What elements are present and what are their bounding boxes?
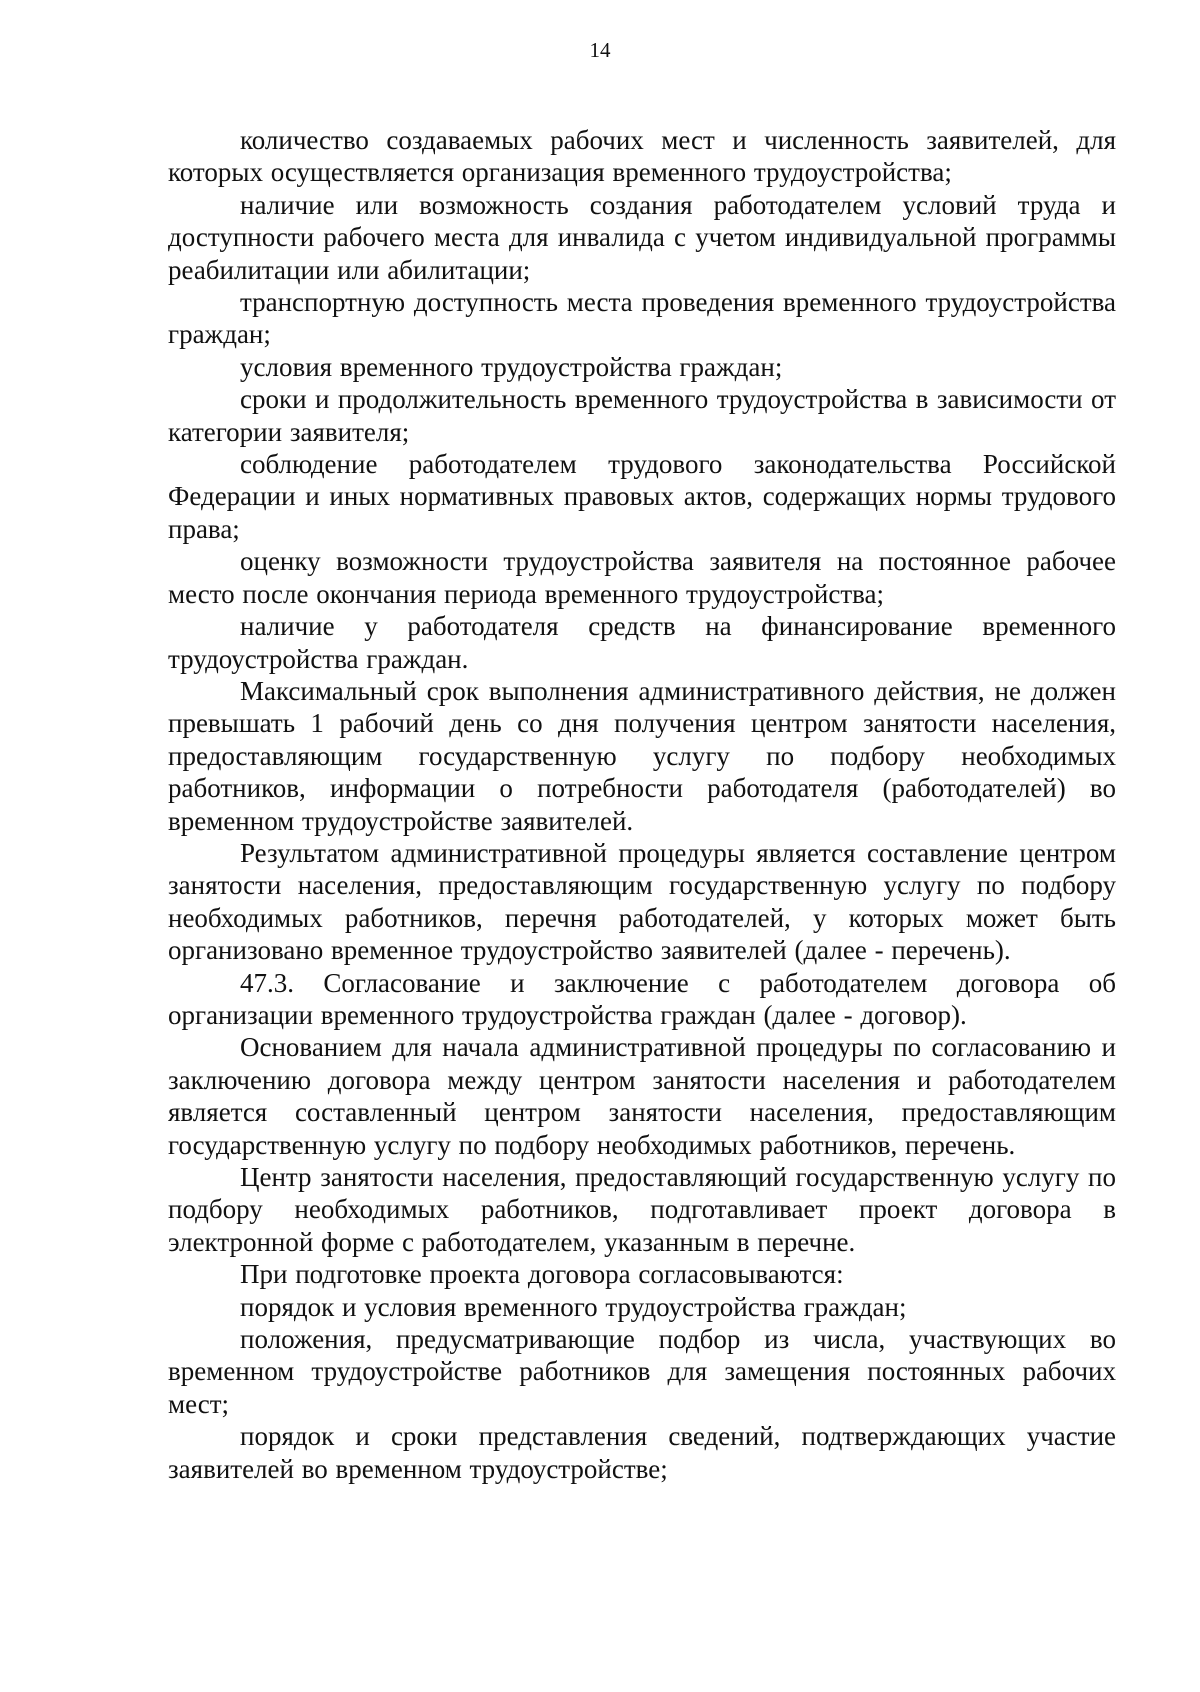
paragraph-terms-duration: сроки и продолжительность временного трудоустройства в зависимости от категории заявителя; xyxy=(168,384,1116,447)
paragraph-selection-provisions: положения, предусматривающие подбор из числа, участвующих во временном трудоустройстве работников для замещения постоянных рабочих мест; xyxy=(168,1324,1116,1419)
paragraph-disabled-conditions: наличие или возможность создания работодателем условий труда и доступности рабочего места для инвалида с учетом индивидуальной программы реабилитации или абилитации; xyxy=(168,189,1116,285)
paragraph-workplaces-count: количество создаваемых рабочих мест и численность заявителей, для которых осуществляется организация временного трудоустройства; xyxy=(168,125,1116,188)
paragraph-transport-accessibility: транспортную доступность места проведения временного трудоустройства граждан; xyxy=(168,287,1116,350)
paragraph-funding: наличие у работодателя средств на финансирование временного трудоустройства граждан. xyxy=(168,611,1116,674)
paragraph-procedure-result: Результатом административной процедуры является составление центром занятости населения, предоставляющим государственную услугу по подбору необходимых работников, перечня работодателей, у которых может быть организовано временное трудоустройство заявителей (далее - перечень). xyxy=(168,837,1116,966)
paragraph-agreed-items-intro: При подготовке проекта договора согласовываются: xyxy=(240,1259,844,1290)
document-body xyxy=(168,124,1116,1485)
paragraph-reporting-terms: порядок и сроки представления сведений, подтверждающих участие заявителей во временном трудоустройстве; xyxy=(168,1421,1116,1484)
paragraph-max-term: Максимальный срок выполнения административного действия, не должен превышать 1 рабочий день со дня получения центром занятости населения, предоставляющим государственную услугу по подбору необходимых работников, информации о потребности работодателя (работодателей) во временном трудоустройстве заявителей. xyxy=(168,675,1116,836)
paragraph-procedure-basis: Основанием для начала административной процедуры по согласованию и заключению договора между центром занятости населения и работодателем является составленный центром занятости населения, предоставляющим государственную услугу по подбору необходимых работников, перечень. xyxy=(168,1032,1116,1160)
section-heading-47-3: 47.3. Согласование и заключение с работодателем договора об организации временного трудоустройства граждан (далее - договор). xyxy=(168,967,1116,1030)
paragraph-order-conditions: порядок и условия временного трудоустройства граждан; xyxy=(240,1291,907,1322)
paragraph-permanent-placement: оценку возможности трудоустройства заявителя на постоянное рабочее место после окончания периода временного трудоустройства; xyxy=(168,546,1116,609)
paragraph-labor-law-compliance: соблюдение работодателем трудового законодательства Российской Федерации и иных нормативных правовых актов, содержащих нормы трудового права; xyxy=(168,449,1116,544)
paragraph-employment-conditions: условия временного трудоустройства граждан; xyxy=(240,351,783,382)
paragraph-draft-contract: Центр занятости населения, предоставляющий государственную услугу по подбору необходимых работников, подготавливает проект договора в электронной форме с работодателем, указанным в перечне. xyxy=(168,1162,1116,1257)
page-number: 14 xyxy=(589,38,611,62)
